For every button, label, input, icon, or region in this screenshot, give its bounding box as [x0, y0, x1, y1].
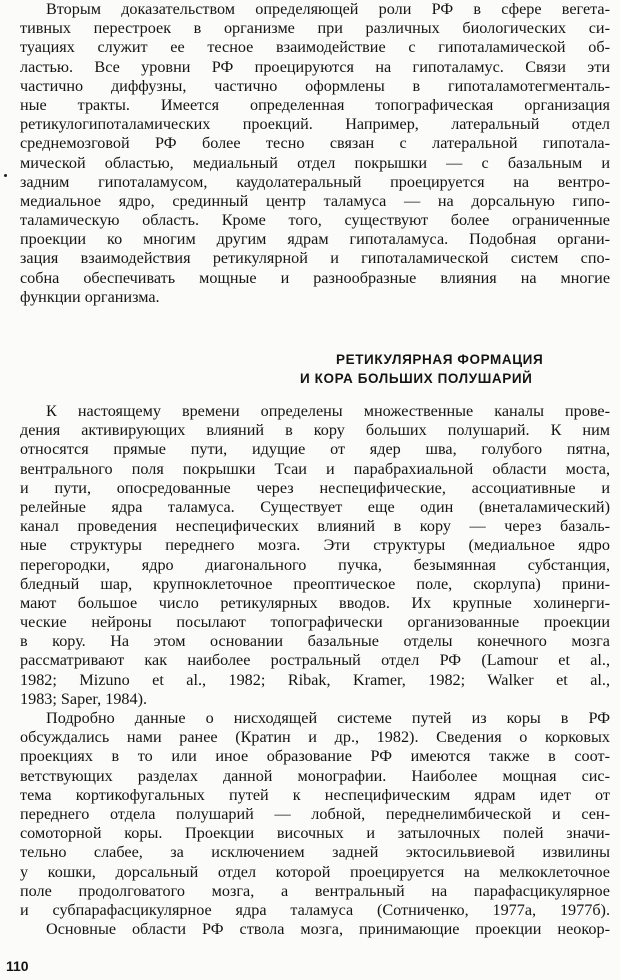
- text-line: сомоторной коры. Проекции височных и затылочных полей значи-: [20, 824, 610, 843]
- text-line: собна обеспечивать мощные и разнообразные влияния на многие: [20, 268, 610, 287]
- text-line: медиальное ядро, срединный центр таламуса — на дорсальную гипо-: [20, 191, 610, 210]
- text-line: перегородки, ядро диагонального пучка, безымянная субстанция,: [20, 555, 610, 574]
- text-line: 1983; Saper, 1984).: [20, 689, 148, 708]
- page-number: 110: [6, 958, 29, 974]
- text-line: частично диффузны, частично оформлены в гипоталамотегменталь-: [20, 76, 610, 95]
- text-line: относятся прямые пути, идущие от ядер шва, голубого пятна,: [20, 440, 610, 459]
- text-line: канал проведения неспецифических влияний в кору — через базаль-: [20, 517, 610, 536]
- text-line: рассматривают как наиболее ростральный отдел РФ (Lamour et al.,: [20, 651, 610, 670]
- text-line: среднемозговой РФ более тесно связан с латеральной гипотала-: [20, 134, 610, 153]
- text-line: ческие нейроны посылают топографически организованные проекции: [20, 613, 610, 632]
- text-line: у кошки, дорсальный отдел которой проецируется на мелкоклеточное: [20, 862, 610, 881]
- text-line: дения активирующих влияний в кору больших полушарий. К ним: [20, 421, 610, 440]
- text-line: зация взаимодействия ретикулярной и гипоталамической систем спо-: [20, 249, 610, 268]
- section-heading-line1: РЕТИКУЛЯРНАЯ ФОРМАЦИЯ: [336, 352, 544, 367]
- text-line: обсуждались нами ранее (Кратин и др., 1982). Сведения о корковых: [20, 728, 610, 747]
- section-heading: [0, 350, 620, 388]
- text-line: 1982; Mizuno et al., 1982; Ribak, Kramer, 1982; Walker et al.,: [20, 670, 610, 689]
- text-line: ластью. Все уровни РФ проецируются на гипоталамус. Связи эти: [20, 57, 610, 76]
- text-line: мической областью, медиальный отдел покрышки — с базальным и: [20, 153, 610, 172]
- text-line: функции организма.: [20, 287, 160, 306]
- text-line: мают большое число ретикулярных вводов. Их крупные холинерги-: [20, 593, 610, 612]
- text-line: ные структуры переднего мозга. Эти структуры (медиальное ядро: [20, 536, 610, 555]
- text-line: тивных перестроек в организме при различных биологических си-: [20, 19, 610, 38]
- text-line: и субпарафасцикулярное ядра таламуса (Сотниченко, 1977а, 1977б).: [20, 900, 610, 919]
- text-line: релейные ядра таламуса. Существует еще один (внеталамический): [20, 497, 610, 516]
- text-line: Вторым доказательством определяющей роли РФ в сфере вегета-: [46, 0, 610, 18]
- text-line: ветствующих разделах данной монографии. Наиболее мощная сис-: [20, 766, 610, 785]
- text-line: и пути, опосредованные через неспецифические, ассоциативные и: [20, 478, 610, 497]
- text-line: тельно слабее, за исключением задней эктосильвиевой извилины: [20, 843, 610, 862]
- text-line: Подробно данные о нисходящей системе путей из коры в РФ: [46, 709, 610, 727]
- paragraph-top: [20, 0, 610, 307]
- text-line: таламическую область. Кроме того, существуют более ограниченные: [20, 211, 610, 230]
- text-line: переднего отдела полушарий — лобной, переднелимбической и сен-: [20, 804, 610, 823]
- text-line: вентрального поля покрышки Тсаи и парабрахиальной области моста,: [20, 459, 610, 478]
- text-line: задним гипоталамусом, каудолатеральный проецируется на вентро-: [20, 172, 610, 191]
- text-line: проекциях в то или иное образование РФ имеются также в соот-: [20, 747, 610, 766]
- text-line: ные тракты. Имеется определенная топографическая организация: [20, 95, 610, 114]
- scan-speck: [4, 174, 7, 177]
- text-line: туациях служит ее тесное взаимодействие с гипоталамической об-: [20, 38, 610, 57]
- text-line: К настоящему времени определены множественные каналы прове-: [46, 402, 610, 420]
- section-body: [20, 402, 610, 939]
- text-line: ретикулогипоталамических проекций. Например, латеральный отдел: [20, 115, 610, 134]
- section-heading-line2: И КОРА БОЛЬШИХ ПОЛУШАРИЙ: [300, 371, 533, 386]
- text-line: проекции ко многим другим ядрам гипоталамуса. Подобная органи-: [20, 230, 610, 249]
- text-line: Основные области РФ ствола мозга, принимающие проекции неокор-: [46, 920, 610, 939]
- text-line: в кору. На этом основании базальные отделы конечного мозга: [20, 632, 610, 651]
- text-line: поле продолговатого мозга, а вентральный на парафасцикулярное: [20, 881, 610, 900]
- text-line: тема кортикофугальных путей к неспецифическим ядрам идет от: [20, 785, 610, 804]
- text-line: бледный шар, крупноклеточное преоптическое поле, скорлупа) прини-: [20, 574, 610, 593]
